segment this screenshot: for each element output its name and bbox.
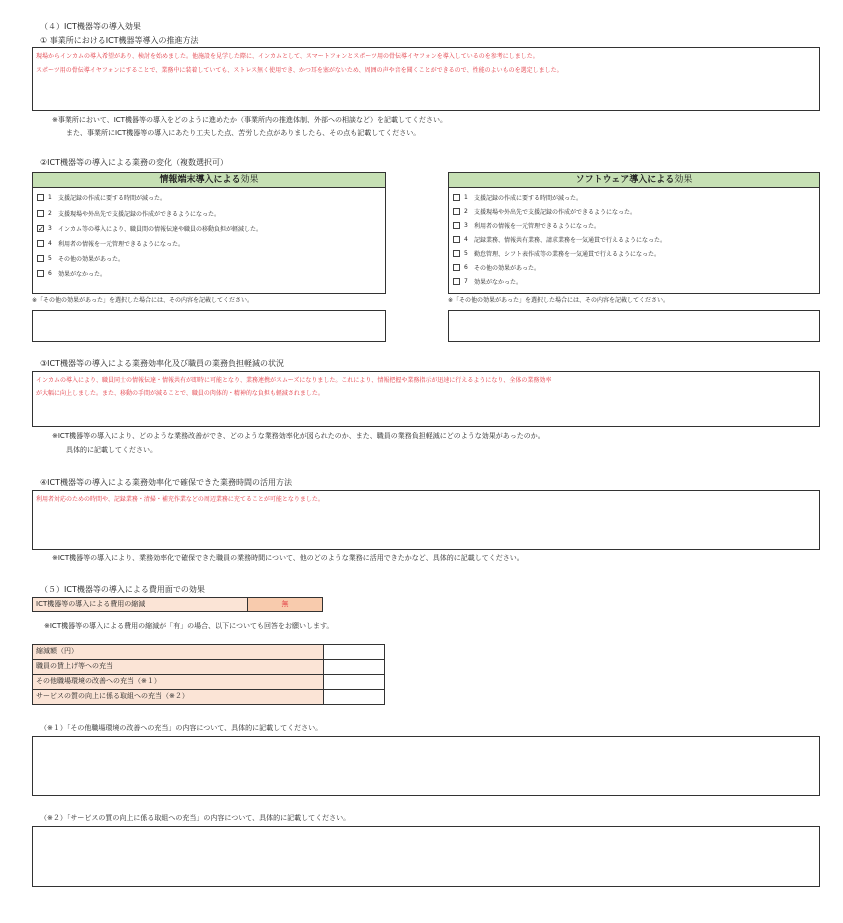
left-item-1[interactable] [37,192,166,202]
left-header-rest: 効果 [240,175,259,185]
row-input-wage-increase[interactable] [323,659,385,675]
item-label: 勤怠管理、シフト表作成等の業務を一気通貫で行えるようになった。 [474,250,661,258]
q1-title: ① 事業所におけるICT機器等導入の推進方法 [40,36,199,45]
section5-note: ※ICT機器等の導入による費用の縮減が「有」の場合、以下についても回答をお願いします。 [44,622,334,630]
row-label-workplace-improvement: その他職場環境の改善への充当（※１） [32,674,324,690]
q3-note-line2: 具体的に記載してください。 [66,446,157,454]
item-number: 3 [464,221,468,229]
q4-title: ④ICT機器等の導入による業務効率化で確保できた業務時間の活用方法 [40,478,293,487]
right-other-input[interactable] [448,310,820,342]
checkbox[interactable] [37,240,44,247]
item-label: 支援現場や外出先で支援記録の作成ができるようになった。 [474,208,637,216]
left-effects-list [32,187,386,294]
right-item-3[interactable] [453,220,600,230]
right-header-rest: 効果 [674,175,693,185]
checkbox[interactable] [453,222,460,229]
item-number: 4 [48,239,52,247]
checkbox[interactable] [453,264,460,271]
row-label-reduction-amount: 縮減額（円） [32,644,324,660]
row-input-reduction-amount[interactable] [323,644,385,660]
left-item-2[interactable] [37,208,220,218]
checkbox[interactable] [37,255,44,262]
left-header-bold: 情報端末導入による [159,175,241,185]
section4-title: （４）ICT機器等の導入効果 [40,22,141,31]
item-label: 記録業務、情報共有業務、請求業務を一気通貫で行えるようになった。 [474,236,667,244]
left-other-input[interactable] [32,310,386,342]
item-label: 支援記録の作成に要する時間が減った。 [474,194,583,202]
q1-answer-line1: 現場からインカムの導入希望があり、検討を始めました。他施設を見学した際に、インカムとして、スマートフォンとスポーツ用の骨伝導イヤフォンを導入しているのを参考にしました。 [36,53,539,60]
right-header-bold: ソフトウェア導入による [575,175,675,185]
left-item-6[interactable] [37,268,106,278]
item-label: 支援現場や外出先で支援記録の作成ができるようになった。 [58,210,221,218]
item-label: その他の効果があった。 [58,255,124,263]
item-number: 7 [464,277,468,285]
checkbox[interactable] [453,236,460,243]
item-number: 4 [464,235,468,243]
checkbox[interactable] [453,250,460,257]
item-number: 5 [48,254,52,262]
item-label: 支援記録の作成に要する時間が減った。 [58,194,167,202]
note1-label: （※１）「その他職場環境の改善への充当」の内容について、具体的に記載してください。 [40,724,323,732]
q1-note-line2: また、事業所にICT機器等の導入にあたり工夫した点、苦労した点がありましたら、その点も記載してください。 [66,129,421,137]
left-item-3[interactable] [37,223,262,233]
item-label: インカム等の導入により、職員間の情報伝達や職員の移動負担が軽減した。 [58,225,263,233]
q3-note-line1: ※ICT機器等の導入により、どのような業務改善ができ、どのような業務効率化が図られたのか、また、職員の業務負担軽減にどのような効果があったのか。 [52,432,545,440]
note1-input-box[interactable] [32,736,820,796]
right-effects-list [448,187,820,294]
q3-answer-box[interactable] [32,371,820,427]
right-item-7[interactable] [453,276,522,286]
item-label: その他の効果があった。 [474,264,540,272]
item-number: 2 [464,207,468,215]
checkbox[interactable] [37,270,44,277]
right-item-5[interactable] [453,248,660,258]
left-effects-header [32,172,386,188]
q3-title: ③ICT機器等の導入による業務効率化及び職員の業務負担軽減の状況 [40,359,285,368]
row-label-wage-increase: 職員の賃上げ等への充当 [32,659,324,675]
q1-answer-box[interactable] [32,47,820,111]
checkbox[interactable] [453,278,460,285]
q4-answer-box[interactable] [32,490,820,550]
left-item-4[interactable] [37,238,184,248]
item-label: 利用者の情報を一元管理できるようになった。 [474,222,601,230]
right-item-2[interactable] [453,206,636,216]
right-other-note: ※「その他の効果があった」を選択した場合には、その内容を記載してください。 [448,297,669,304]
checkbox[interactable] [453,194,460,201]
right-item-1[interactable] [453,192,582,202]
note2-label: （※２）「サービスの質の向上に係る取組への充当」の内容について、具体的に記載してください。 [40,814,351,822]
item-number: 6 [464,263,468,271]
checkbox[interactable] [453,208,460,215]
section5-title: （５）ICT機器等の導入による費用面での効果 [40,585,205,594]
q4-note: ※ICT機器等の導入により、業務効率化で確保できた職員の業務時間について、他のどのような業務に活用できたかなど、具体的に記載してください。 [52,554,524,562]
q3-answer-line2: が大幅に向上しました。また、移動の手間が減ることで、職員の肉体的・精神的な負担も軽減されました。 [36,390,324,397]
item-number: 6 [48,269,52,277]
left-item-5[interactable] [37,253,124,263]
q1-note-line1: ※事業所において、ICT機器等の導入をどのように進めたか（事業所内の推進体制、外部への相談など）を記載してください。 [52,116,447,124]
right-item-4[interactable] [453,234,666,244]
row-label-service-quality: サービスの質の向上に係る取組への充当（※２） [32,689,324,705]
q1-answer-line2: スポーツ用の骨伝導イヤフォンにすることで、業務中に装着していても、ストレス無く使用でき、かつ耳を塞がないため、周囲の声や音を聞くことができるので、性能のよいものを選定しました。 [36,67,563,74]
checkbox[interactable] [37,210,44,217]
item-label: 効果がなかった。 [58,270,107,278]
checkbox[interactable] [37,194,44,201]
note2-input-box[interactable] [32,826,820,887]
cost-reduction-label: ICT機器等の導入による費用の縮減 [32,597,248,612]
checkbox[interactable]: ✓ [38,224,44,233]
q3-answer-line1: インカムの導入により、職員同士の情報伝達・情報共有が即時に可能となり、業務連携がスムーズになりました。これにより、情報把握や業務指示が迅速に行えるようになり、全体の業務効率 [36,377,552,384]
cost-reduction-value[interactable]: 無 [247,597,323,612]
item-label: 利用者の情報を一元管理できるようになった。 [58,240,185,248]
item-number: 5 [464,249,468,257]
right-item-6[interactable] [453,262,540,272]
item-number: 2 [48,209,52,217]
right-effects-header [448,172,820,188]
row-input-workplace-improvement[interactable] [323,674,385,690]
left-other-note: ※「その他の効果があった」を選択した場合には、その内容を記載してください。 [32,297,253,304]
q2-title: ②ICT機器等の導入による業務の変化（複数選択可） [40,158,229,167]
item-number: 1 [464,193,468,201]
item-number: 1 [48,193,52,201]
row-input-service-quality[interactable] [323,689,385,705]
item-number: 3 [48,224,52,232]
item-label: 効果がなかった。 [474,278,523,286]
q4-answer-line: 利用者対応のための時間や、記録業務・清掃・補充作業などの周辺業務に充てることが可能となりました。 [36,496,324,503]
